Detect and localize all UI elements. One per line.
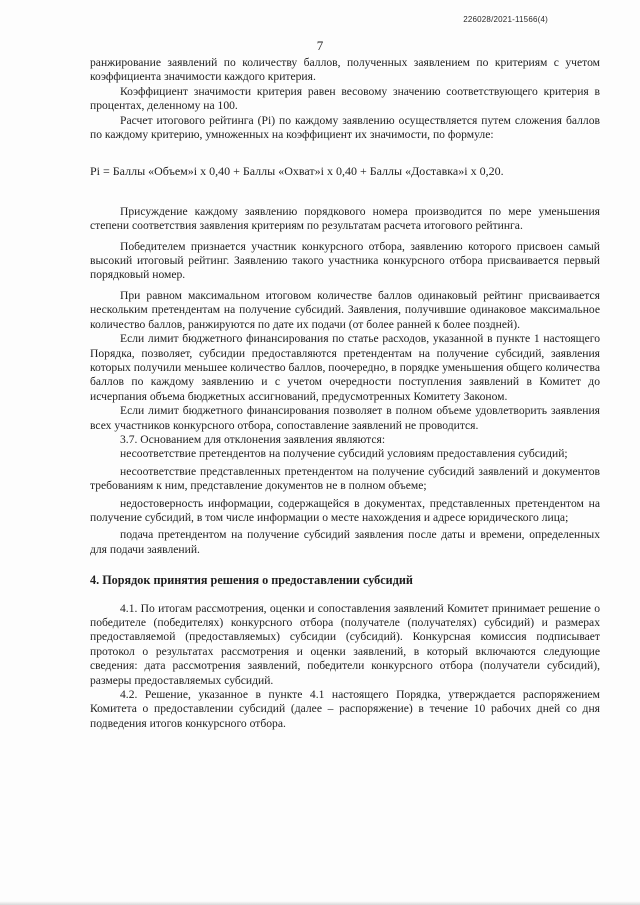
paragraph: Присуждение каждому заявлению порядкового номера производится по мере уменьшения степени соответствия заявления критериям по результатам расчета итогового рейтинга. xyxy=(90,204,600,233)
paragraph: Победителем признается участник конкурсного отбора, заявлению которого присвоен самый высокий итоговый рейтинг. Заявлению такого участника конкурсного отбора присваивается первый порядковый номер. xyxy=(90,239,600,282)
page-number: 7 xyxy=(316,38,324,53)
document-id: 226028/2021-11566(4) xyxy=(463,15,548,24)
paragraph: 4.1. По итогам рассмотрения, оценки и сопоставления заявлений Комитет принимает решение о победителе (победителях) конкурсного отбора (получателе (получателях) субсидий) и размерах предоставляемой (предоставляемых) субсидии (субсидий). Конкурсная комиссия подписывает протокол о результатах рассмотрения и оценки заявлений, в который включаются следующие сведения: дата рассмотрения заявлений, победители конкурсного отбора (получатели субсидий), размеры предоставляемых субсидий. xyxy=(90,601,600,687)
list-item: недостоверность информации, содержащейся в документах, представленных претендентом на получение субсидий, в том числе информации о месте нахождения и адресе юридического лица; xyxy=(90,496,600,524)
list-item: подача претендентом на получение субсидий заявления после даты и времени, определенных для подачи заявлений. xyxy=(90,528,600,556)
paragraph: 4.2. Решение, указанное в пункте 4.1 настоящего Порядка, утверждается распоряжением Комитета о предоставлении субсидий (далее – распоряжение) в течение 10 рабочих дней со дня подведения итогов конкурсного отбора. xyxy=(90,688,600,730)
paragraph: ранжирование заявлений по количеству баллов, полученных заявлением по критериям с учетом коэффициента значимости каждого критерия. xyxy=(90,56,600,84)
paragraph: Коэффициент значимости критерия равен весовому значению соответствующего критерия в процентах, деленному на 100. xyxy=(90,84,600,113)
paragraph: 3.7. Основанием для отклонения заявления являются: xyxy=(120,432,386,446)
paragraph: При равном максимальном итоговом количестве баллов одинаковый рейтинг присваивается нескольким претендентам на получение субсидий. Заявления, получившие одинаковое максимальное количество баллов, ранжируются по дате их подачи (от более ранней к более поздней). xyxy=(90,288,600,331)
section-title: 4. Порядок принятия решения о предоставлении субсидий xyxy=(90,573,413,588)
paragraph: Расчет итогового рейтинга (Pi) по каждому заявлению осуществляется путем сложения баллов по каждому критерию, умноженных на коэффициент их значимости, по формуле: xyxy=(90,113,600,142)
list-item: несоответствие претендентов на получение субсидий условиям предоставления субсидий; xyxy=(120,447,568,461)
paragraph: Если лимит бюджетного финансирования по статье расходов, указанной в пункте 1 настоящего Порядка, позволяет, субсидии предоставляются претендентам на получение субсидий, заявления которых получили меньшее количество баллов, поочередно, в порядке уменьшения общего количества баллов по каждому заявлению и с учетом очередности поступления заявлений в Комитет до исчерпания объема бюджетных ассигнований, предусмотренных Комитету Законом. xyxy=(90,332,600,403)
document-body xyxy=(90,56,600,731)
paragraph: Если лимит бюджетного финансирования позволяет в полном объеме удовлетворить заявления всех участников конкурсного отбора, сопоставление заявлений не проводится. xyxy=(90,404,600,432)
list-item: несоответствие представленных претендентом на получение субсидий заявлений и документов требованиям к ним, представление документов не в полном объеме; xyxy=(90,464,600,493)
scan-edge xyxy=(0,901,640,905)
rating-formula: Pi = Баллы «Объем»i х 0,40 + Баллы «Охват»i х 0,40 + Баллы «Доставка»i х 0,20. xyxy=(90,164,504,179)
